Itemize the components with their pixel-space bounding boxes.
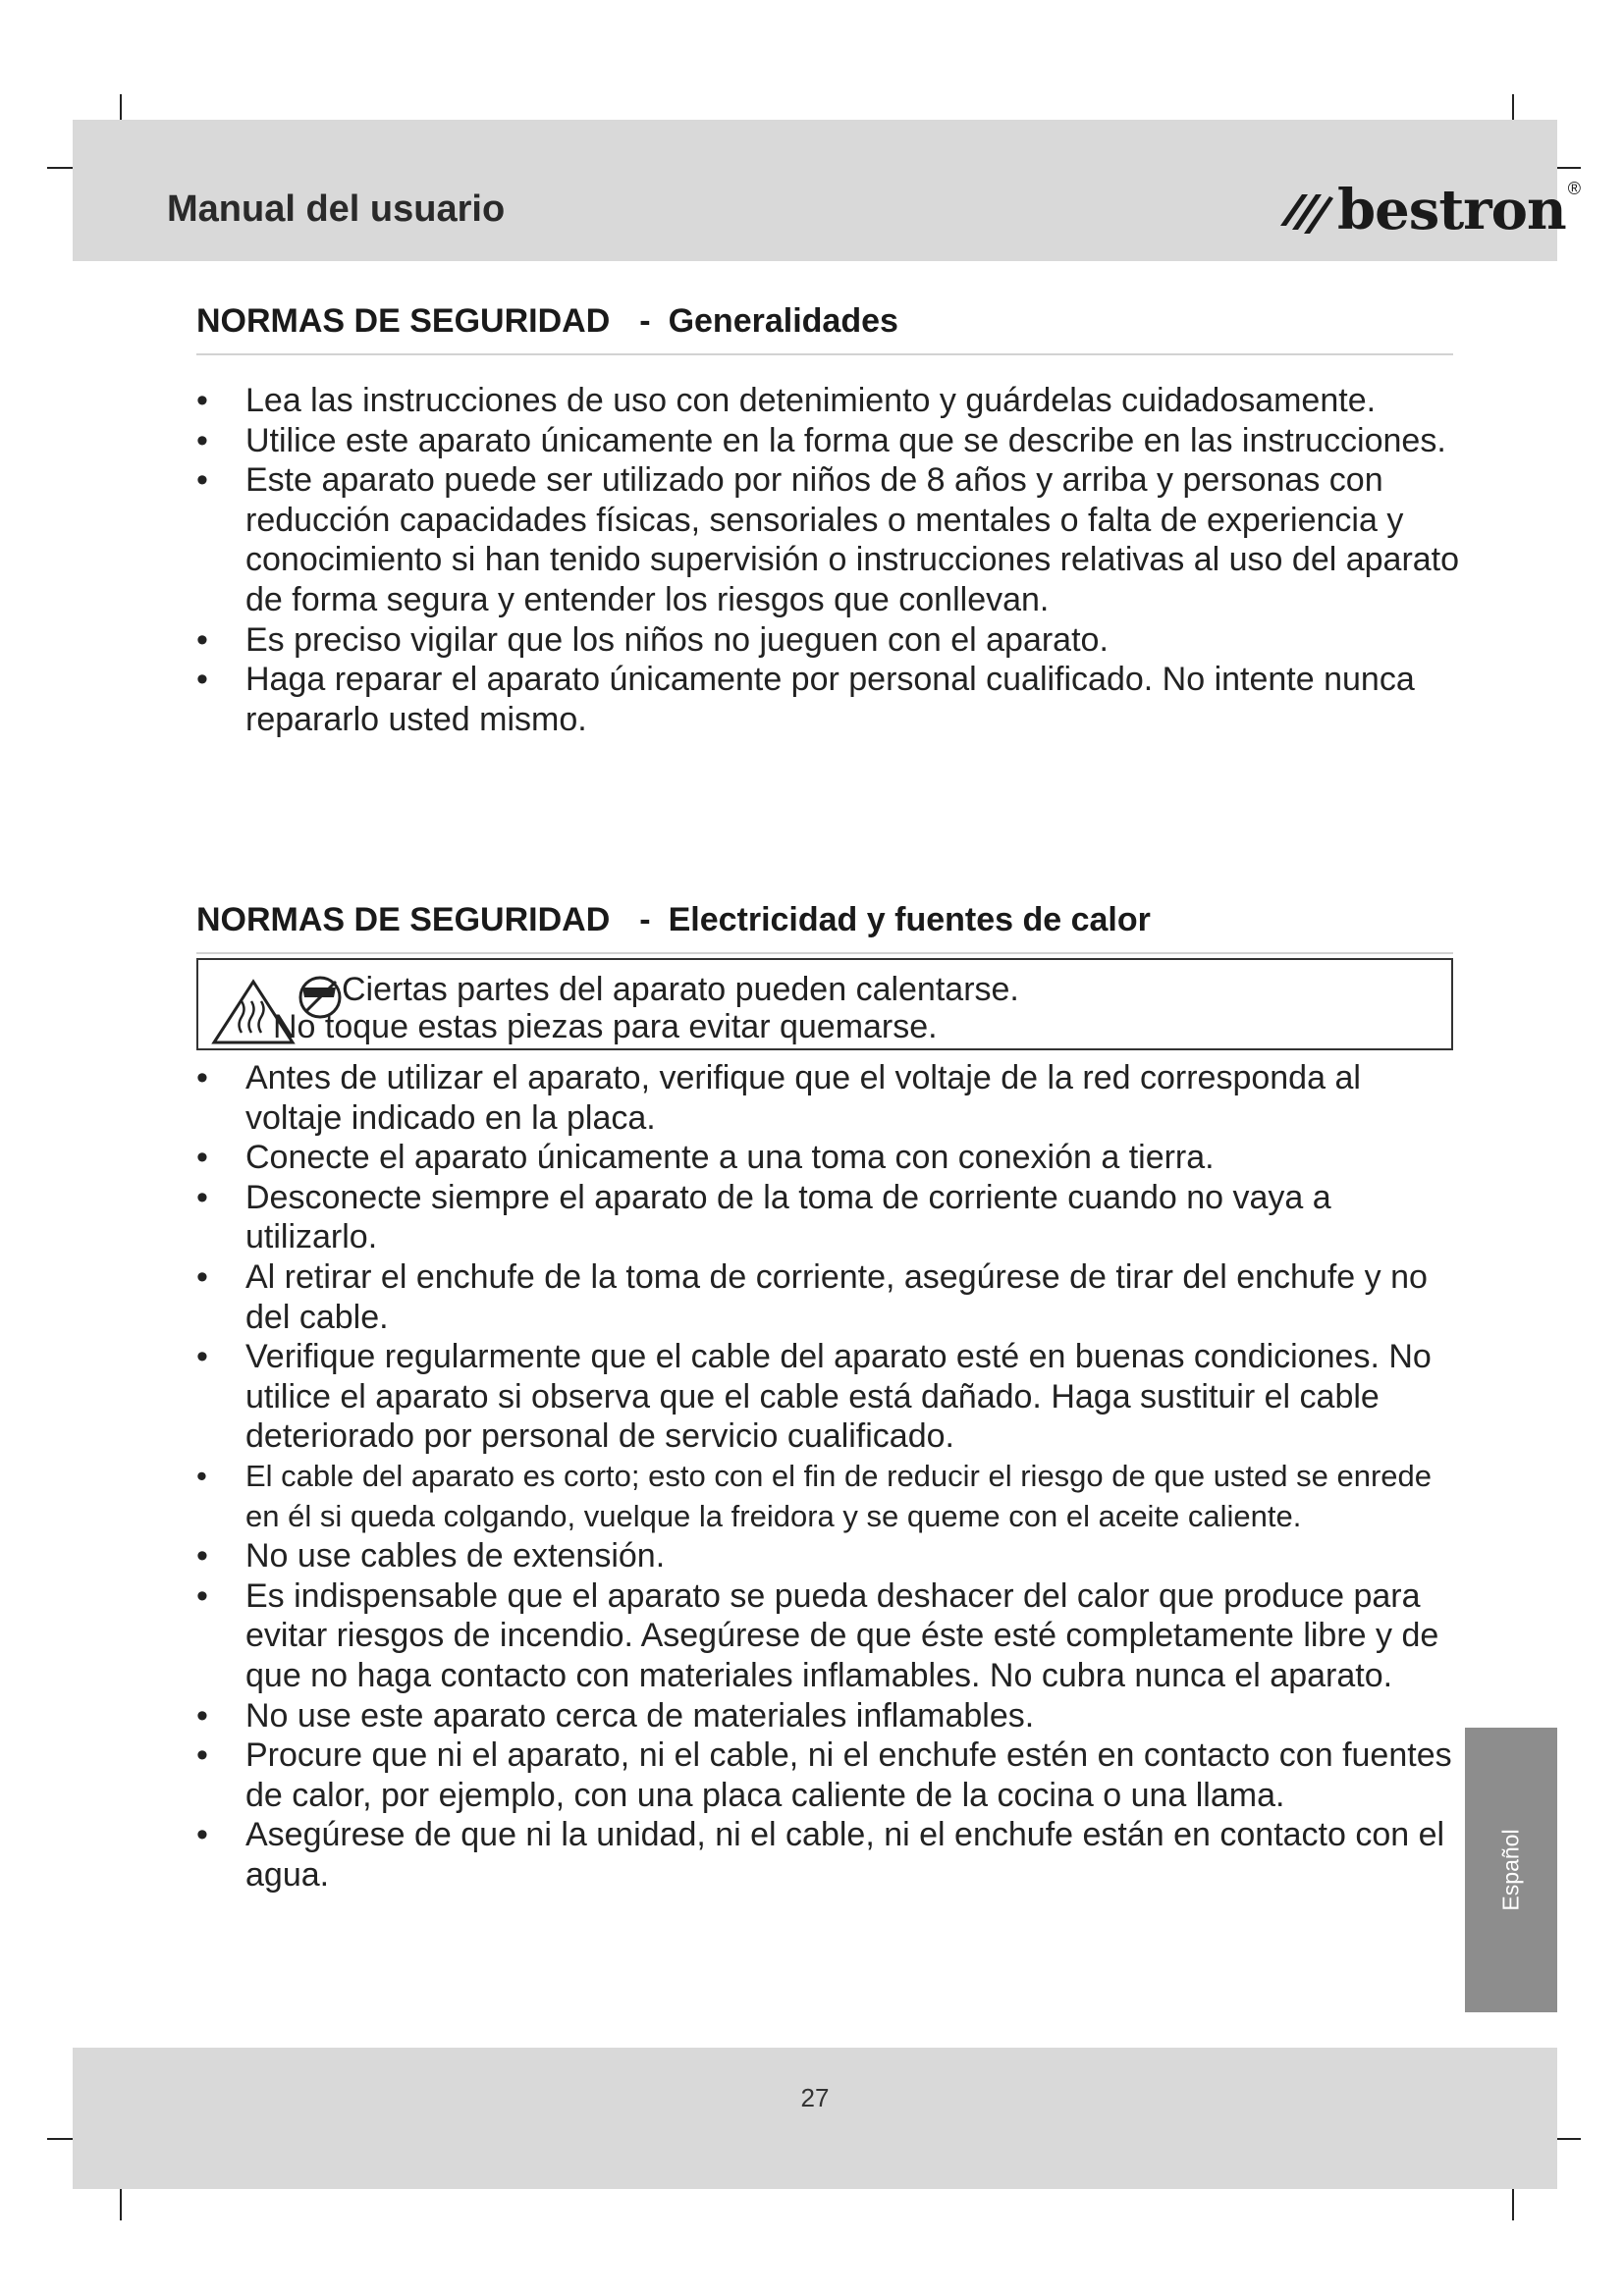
footer-band <box>73 2048 1557 2189</box>
list-item: • No use cables de extensión. <box>196 1536 1463 1576</box>
warning-text-line1: Ciertas partes del aparato pueden calentarse. <box>342 971 1019 1008</box>
list-item: • Haga reparar el aparato únicamente por personal cualificado. No intente nunca repararlo usted mismo. <box>196 660 1463 739</box>
list-item: • Verifique regularmente que el cable del aparato esté en buenas condiciones. No utilice el aparato si observa que el cable está dañado. Haga sustituir el cable deteriorado por personal de servicio cualificado. <box>196 1337 1463 1457</box>
registered-mark: ® <box>1567 179 1582 198</box>
header-title: Manual del usuario <box>167 188 506 230</box>
hot-surface-warning-box <box>196 958 1453 1050</box>
list-item: • No use este aparato cerca de materiales inflamables. <box>196 1696 1463 1736</box>
list-item: • Al retirar el enchufe de la toma de corriente, asegúrese de tirar del enchufe y no del cable. <box>196 1257 1463 1337</box>
heading-sub: Electricidad y fuentes de calor <box>668 901 1151 938</box>
heading-dash: - <box>639 302 651 340</box>
logo-chevrons-icon <box>1276 183 1333 238</box>
list-item: • Utilice este aparato únicamente en la forma que se describe en las instrucciones. <box>196 421 1463 461</box>
list-item: • Antes de utilizar el aparato, verifique que el voltaje de la red corresponda al voltaje indicado en la placa. <box>196 1058 1463 1138</box>
list-item: • Conecte el aparato únicamente a una toma con conexión a tierra. <box>196 1138 1463 1178</box>
heading-main: NORMAS DE SEGURIDAD <box>196 901 611 938</box>
list-item: • Procure que ni el aparato, ni el cable, ni el enchufe estén en contacto con fuentes de calor, por ejemplo, con una placa caliente de la cocina o una llama. <box>196 1735 1463 1815</box>
page-number: 27 <box>800 2083 830 2112</box>
list-item: • El cable del aparato es corto; esto con el fin de reducir el riesgo de que usted se enrede en él si queda colgando, vuelque la freidora y se queme con el aceite caliente. <box>196 1457 1463 1536</box>
heading-main: NORMAS DE SEGURIDAD <box>196 302 611 340</box>
list-item: • Es indispensable que el aparato se pueda deshacer del calor que produce para evitar riesgos de incendio. Asegúrese de que éste esté completamente libre y de que no haga contacto con materiales inflamables. No cubra nunca el aparato. <box>196 1576 1463 1696</box>
general-safety-list <box>196 381 1463 739</box>
electricity-safety-list <box>196 1058 1463 1895</box>
language-side-tab <box>1465 1728 1557 2012</box>
logo-wordmark: bestron <box>1337 178 1566 242</box>
list-item: • Es preciso vigilar que los niños no jueguen con el aparato. <box>196 620 1463 661</box>
header-band <box>73 120 1582 261</box>
section-heading-general <box>196 304 1453 355</box>
bestron-logo <box>1276 171 1581 249</box>
warning-text-line2: No toque estas piezas para evitar quemarse. <box>273 1008 938 1045</box>
list-item: • Asegúrese de que ni la unidad, ni el cable, ni el enchufe están en contacto con el agua. <box>196 1815 1463 1895</box>
section-heading-electricity <box>196 903 1453 954</box>
heading-sub: Generalidades <box>668 302 898 340</box>
list-item: • Lea las instrucciones de uso con detenimiento y guárdelas cuidadosamente. <box>196 381 1463 421</box>
language-label: Español <box>1497 1829 1524 1911</box>
heading-dash: - <box>639 901 651 938</box>
list-item: • Desconecte siempre el aparato de la toma de corriente cuando no vaya a utilizarlo. <box>196 1178 1463 1257</box>
list-item: • Este aparato puede ser utilizado por niños de 8 años y arriba y personas con reducción capacidades físicas, sensoriales o mentales o falta de experiencia y conocimiento si han tenido supervisión o instrucciones relativas al uso del aparato de forma segura y entender los riesgos que conllevan. <box>196 460 1463 619</box>
